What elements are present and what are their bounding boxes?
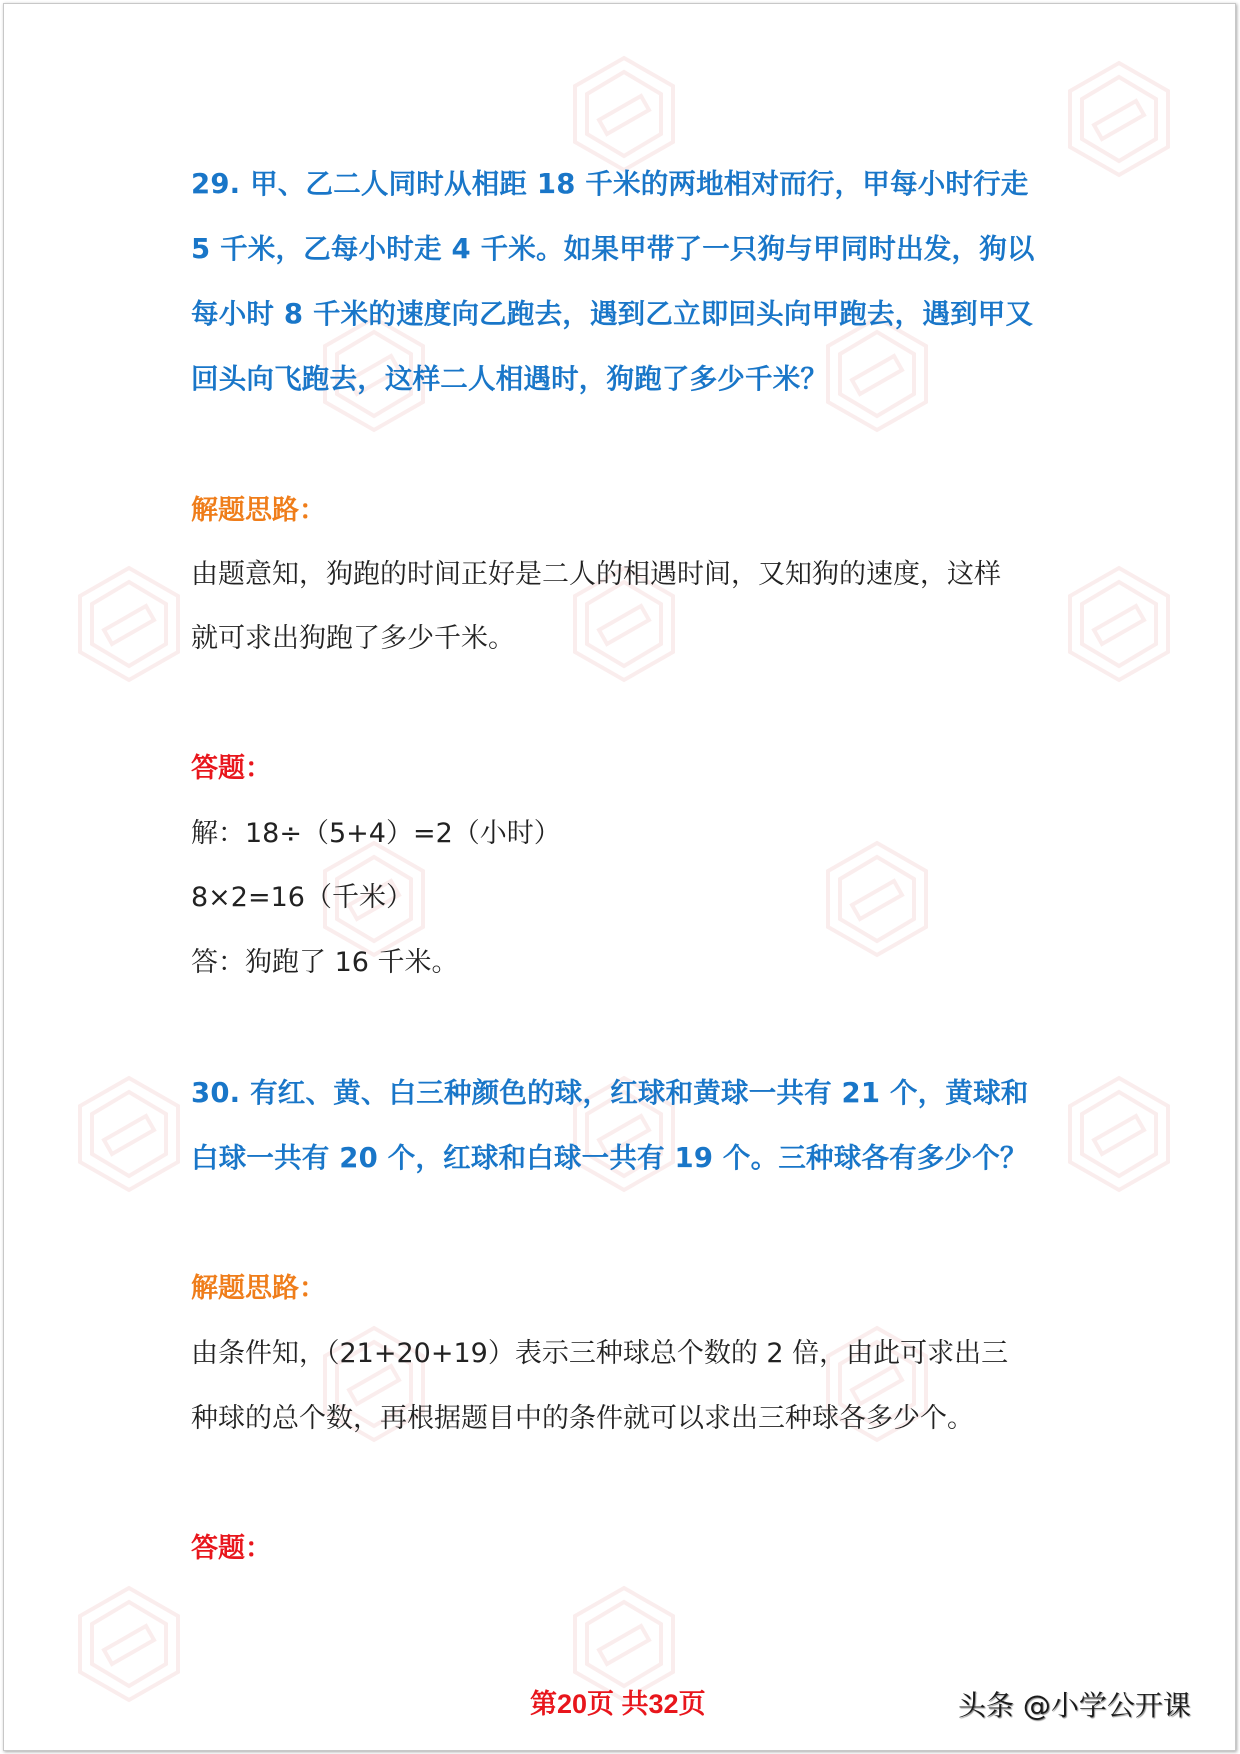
approach-heading: 解题思路：: [191, 495, 326, 526]
answer-line-3: 答：狗跑了 16 千米。: [191, 947, 459, 978]
answer-line-1: 解：18÷（5+4）=2（小时）: [191, 818, 561, 849]
hexagon-logo-icon: [74, 564, 184, 684]
question-29-line-4: 回头向飞跑去，这样二人相遇时，狗跑了多少千米？: [191, 363, 829, 395]
answer-heading: 答题：: [191, 753, 272, 784]
question-30-line-2: 白球一共有 20 个，红球和白球一共有 19 个。三种球各有多少个？: [191, 1142, 1028, 1174]
approach-text-line-1: 由题意知，狗跑的时间正好是二人的相遇时间，又知狗的速度，这样: [191, 559, 1001, 590]
brand-watermark: 头条 @小学公开课: [958, 1689, 1191, 1722]
answer-line-2: 8×2=16（千米）: [191, 882, 413, 913]
approach-text-line-2: 种球的总个数，再根据题目中的条件就可以求出三种球各多少个。: [191, 1403, 974, 1434]
hexagon-logo-icon: [1064, 59, 1174, 179]
hexagon-logo-icon: [569, 54, 679, 174]
hexagon-logo-icon: [74, 1584, 184, 1704]
hexagon-logo-icon: [74, 1074, 184, 1194]
approach-text-line-1: 由条件知，（21+20+19）表示三种球总个数的 2 倍，由此可求出三: [191, 1338, 1009, 1369]
question-29-line-2: 5 千米，乙每小时走 4 千米。如果甲带了一只狗与甲同时出发，狗以: [191, 233, 1035, 265]
page-indicator: 第20页 共32页: [530, 1689, 706, 1719]
hexagon-logo-icon: [1064, 564, 1174, 684]
hexagon-logo-icon: [1064, 1074, 1174, 1194]
answer-heading: 答题：: [191, 1533, 272, 1564]
document-page: [3, 3, 1236, 1751]
hexagon-logo-icon: [822, 839, 932, 959]
approach-text-line-2: 就可求出狗跑了多少千米。: [191, 623, 515, 654]
approach-heading: 解题思路：: [191, 1273, 326, 1304]
question-29-line-1: 29. 甲、乙二人同时从相距 18 千米的两地相对而行，甲每小时行走: [191, 168, 1029, 200]
question-29-line-3: 每小时 8 千米的速度向乙跑去，遇到乙立即回头向甲跑去，遇到甲又: [191, 298, 1034, 330]
question-30-line-1: 30. 有红、黄、白三种颜色的球，红球和黄球一共有 21 个，黄球和: [191, 1077, 1029, 1109]
